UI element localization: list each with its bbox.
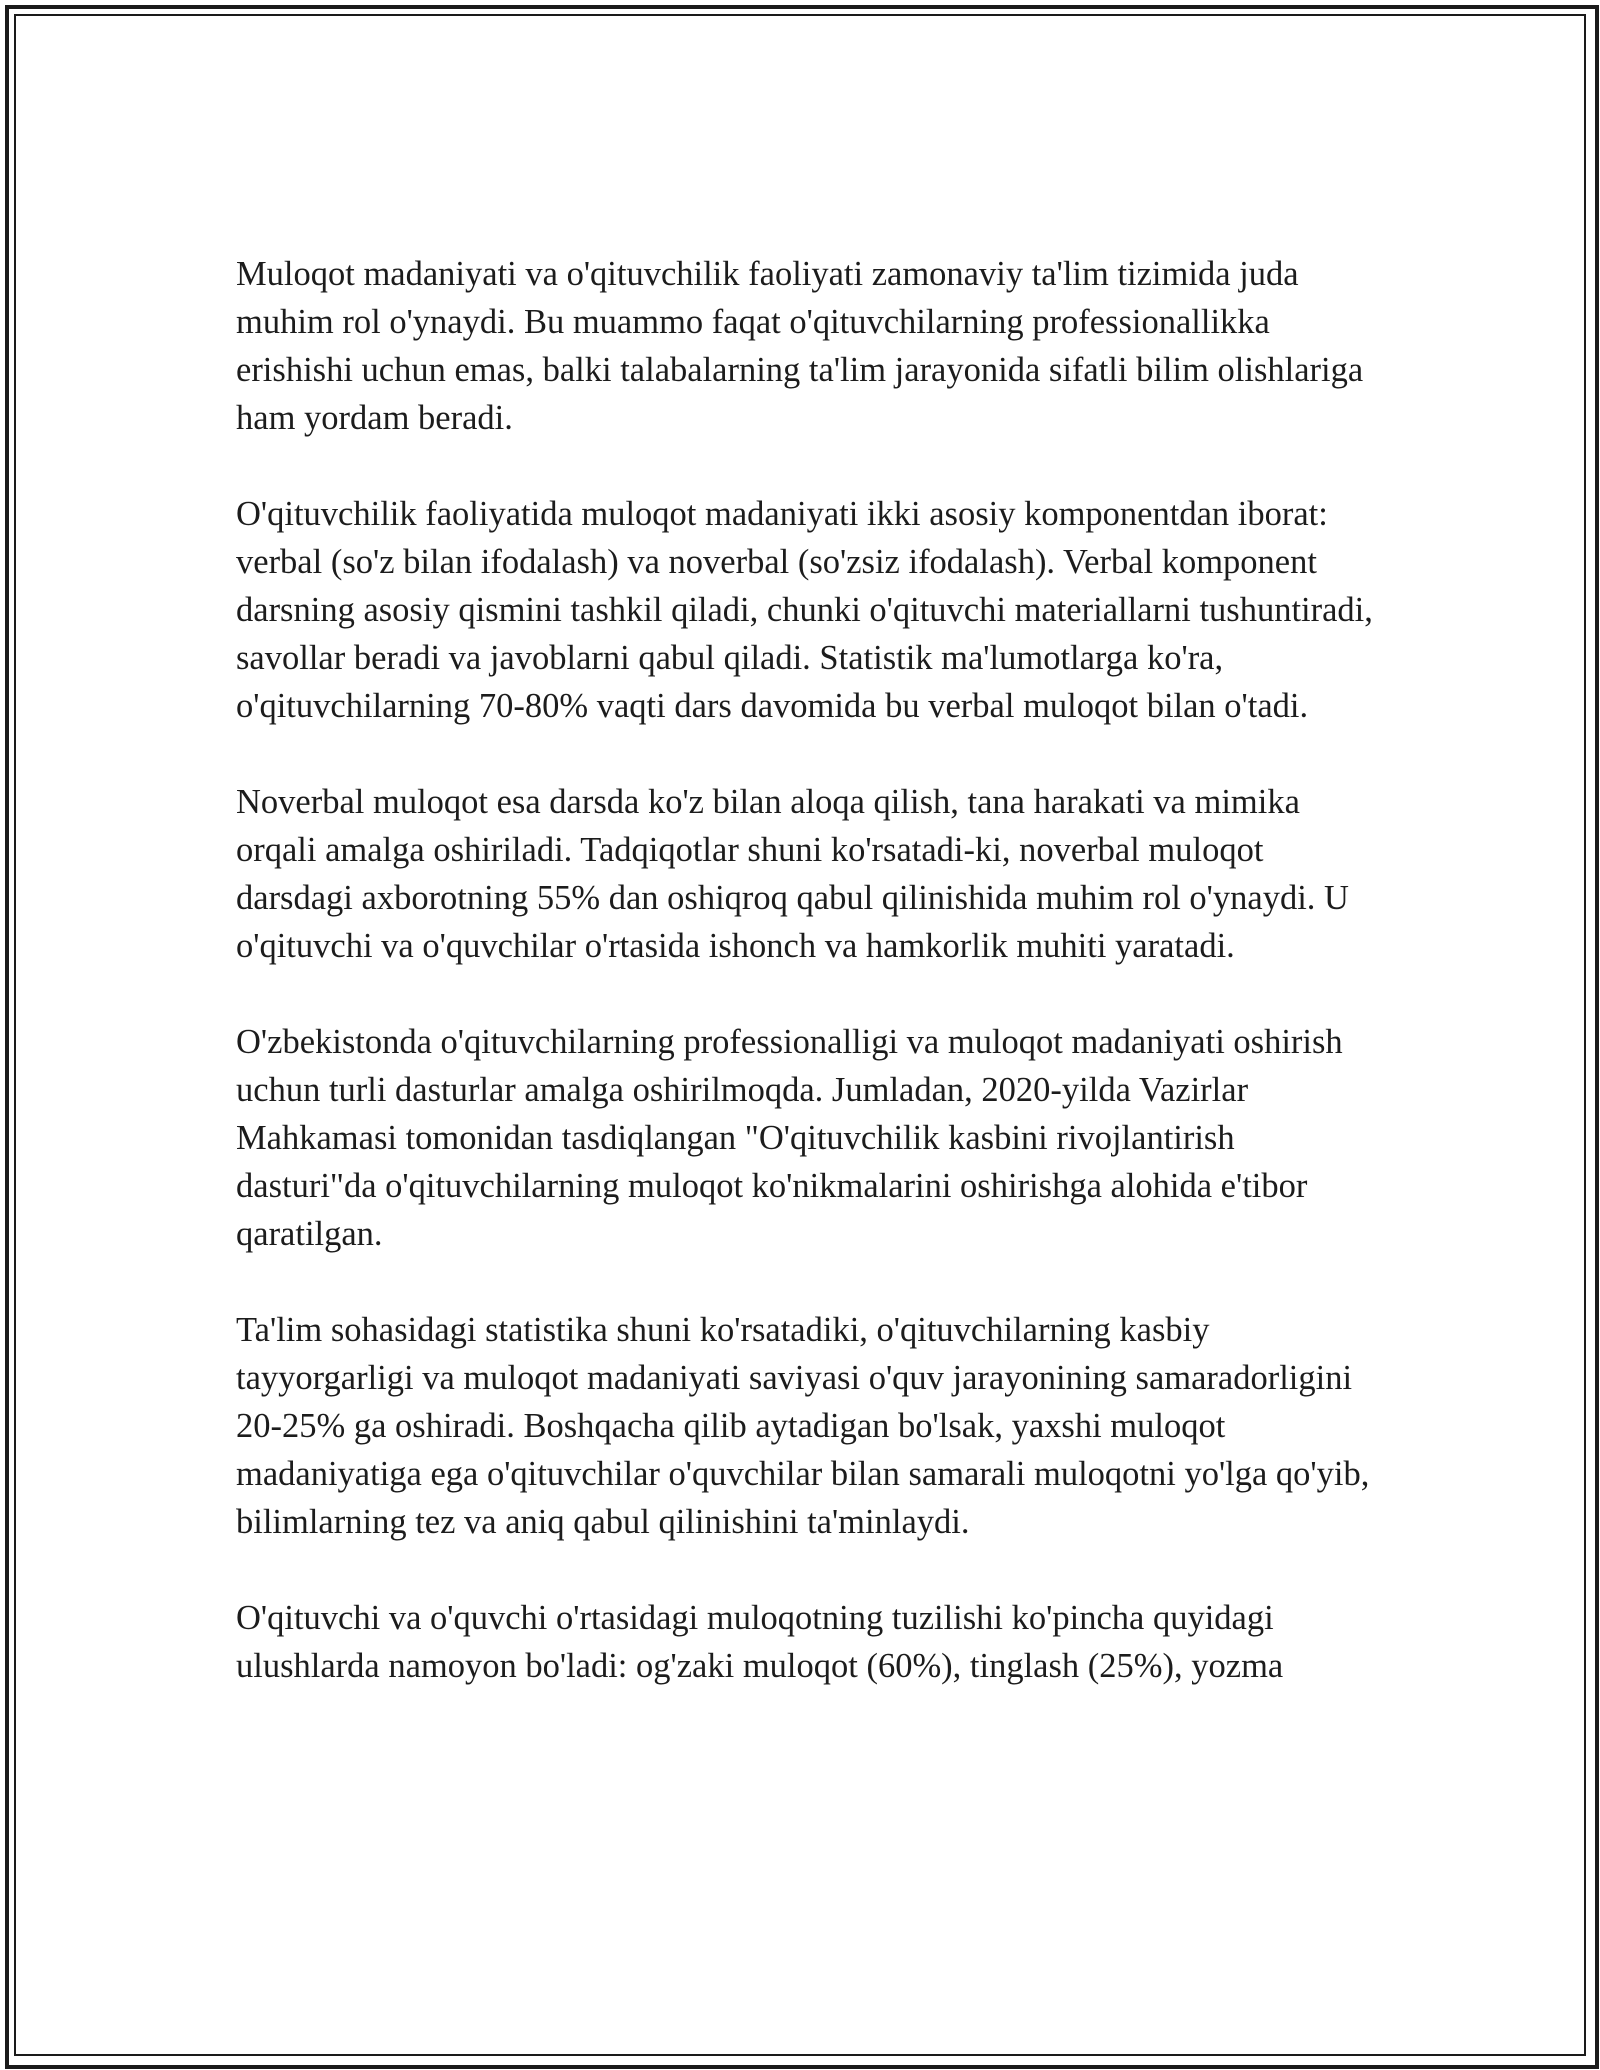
paragraph-1: Muloqot madaniyati va o'qituvchilik faoliyati zamonaviy ta'lim tizimida juda muhim rol o'ynaydi. Bu muammo faqat o'qituvchilarning professionallikka erishishi uchun emas, balki talabalarning ta'lim jarayonida sifatli bilim olishlariga ham yordam beradi. bbox=[236, 255, 1364, 437]
paragraph-3: Noverbal muloqot esa darsda ko'z bilan aloqa qilish, tana harakati va mimika orqali amalga oshiriladi. Tadqiqotlar shuni ko'rsatadi-ki, noverbal muloqot darsdagi axborotning 55% dan oshiqroq qabul qilinishida muhim rol o'ynaydi. U o'qituvchi va o'quvchilar o'rtasida ishonch va hamkorlik muhiti yaratadi. bbox=[236, 783, 1349, 965]
paragraph-6: O'qituvchi va o'quvchi o'rtasidagi muloqotning tuzilishi ko'pincha quyidagi ulushlarda namoyon bo'ladi: og'zaki muloqot (60%), tinglash (25%), yozma bbox=[236, 1599, 1284, 1685]
paragraph-2: O'qituvchilik faoliyatida muloqot madaniyati ikki asosiy komponentdan iborat: verbal (so'z bilan ifodalash) va noverbal (so'zsiz ifodalash). Verbal komponent darsning asosiy qismini tashkil qiladi, chunki o'qituvchi materiallarni tushuntiradi, savollar beradi va javoblarni qabul qiladi. Statistik ma'lumotlarga ko'ra, o'qituvchilarning 70-80% vaqti dars davomida bu verbal muloqot bilan o'tadi. bbox=[236, 495, 1373, 725]
paragraph-5: Ta'lim sohasidagi statistika shuni ko'rsatadiki, o'qituvchilarning kasbiy tayyorgarligi va muloqot madaniyati saviyasi o'quv jarayonining samaradorligini 20-25% ga oshiradi. Boshqacha qilib aytadigan bo'lsak, yaxshi muloqot madaniyatiga ega o'qituvchilar o'quvchilar bilan samarali muloqotni yo'lga qo'yib, bilimlarning tez va aniq qabul qilinishini ta'minlaydi. bbox=[236, 1311, 1370, 1541]
paragraph-4: O'zbekistonda o'qituvchilarning professionalligi va muloqot madaniyati oshirish uchun turli dasturlar amalga oshirilmoqda. Jumladan, 2020-yilda Vazirlar Mahkamasi tomonidan tasdiqlangan "O'qituvchilik kasbini rivojlantirish dasturi"da o'qituvchilarning muloqot ko'nikmalarini oshirishga alohida e'tibor qaratilgan. bbox=[236, 1023, 1343, 1253]
document-body bbox=[236, 250, 1376, 1690]
